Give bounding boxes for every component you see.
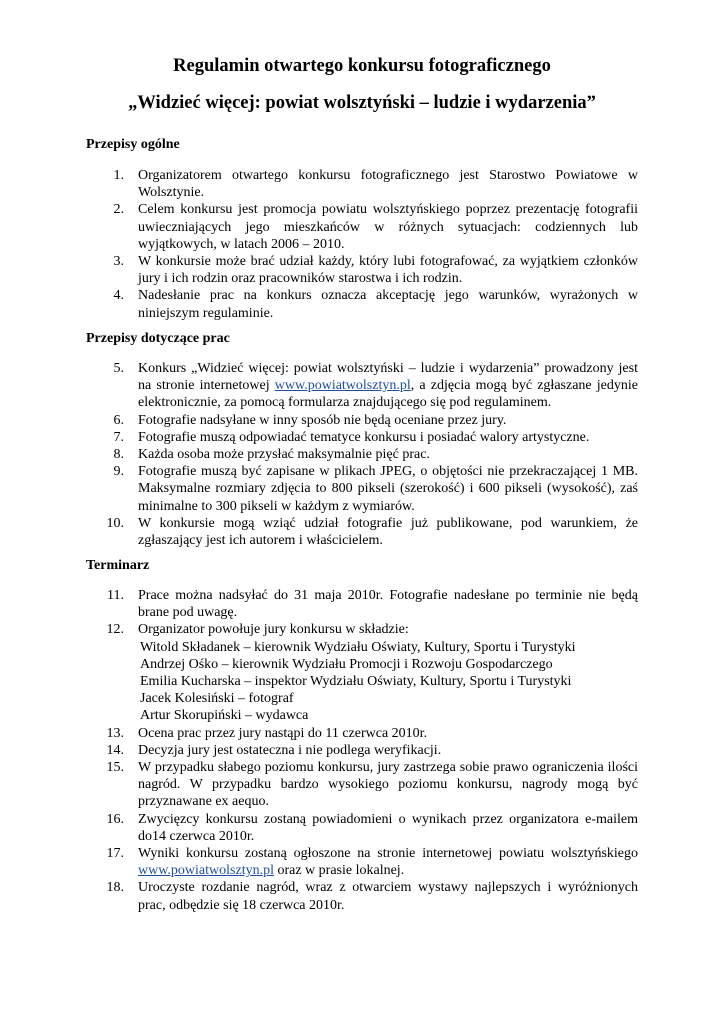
- item-number: 15.: [106, 760, 124, 776]
- item-text: Fotografie muszą być zapisane w plikach JPEG, o objętości nie przekraczającej 1 MB. Maksymalne rozmiary zdjęcia to 800 pikseli (szerokość) i 600 pikseli (wysokość), zaś minimalne to 300 pikseli w każdym z wymiarów.: [138, 464, 638, 514]
- item-number: 13.: [106, 725, 124, 741]
- item-number: 4.: [113, 288, 124, 304]
- item-text: Fotografie nadsyłane w inny sposób nie będą oceniane przez jury.: [138, 412, 507, 428]
- list-item: [86, 360, 638, 412]
- rules-list-works: [86, 360, 638, 549]
- item-text: Uroczyste rozdanie nagród, wraz z otwarciem wystawy najlepszych i wyróżnionych prac, odbędzie się 18 czerwca 2010r.: [138, 880, 638, 913]
- item-number: 2.: [113, 202, 124, 218]
- item-text: Fotografie muszą odpowiadać tematyce konkursu i posiadać walory artystyczne.: [138, 429, 590, 445]
- jury-member: Artur Skorupiński – wydawca: [140, 708, 309, 724]
- item-text: W konkursie mogą wziąć udział fotografie już publikowane, pod warunkiem, że zgłaszający jest ich autorem i właścicielem.: [138, 515, 638, 549]
- list-item: [86, 201, 638, 253]
- rules-list-general: [86, 167, 638, 322]
- jury-member: Witold Składanek – kierownik Wydziału Oświaty, Kultury, Sportu i Turystyki: [140, 639, 576, 655]
- jury-member: Jacek Kolesiński – fotograf: [140, 691, 294, 707]
- section-heading-schedule: Terminarz: [86, 558, 150, 573]
- list-item: [86, 621, 638, 724]
- list-item: [86, 463, 638, 515]
- item-number: 16.: [106, 811, 124, 827]
- list-item: [86, 811, 638, 845]
- list-item: [86, 742, 638, 759]
- item-text: Organizator powołuje jury konkursu w składzie:: [138, 622, 409, 638]
- list-item: [86, 167, 638, 201]
- item-text: [138, 360, 638, 412]
- item-text: Prace można nadsyłać do 31 maja 2010r. Fotografie nadesłane po terminie nie będą brane pod uwagę.: [138, 588, 638, 621]
- list-item: [86, 429, 638, 446]
- website-link[interactable]: www.powiatwolsztyn.pl: [138, 863, 274, 879]
- item-number: 5.: [113, 361, 124, 376]
- item-number: 11.: [107, 588, 124, 603]
- list-item: [86, 287, 638, 321]
- list-item: [86, 515, 638, 549]
- item-number: 18.: [106, 880, 124, 896]
- item-number: 1.: [113, 168, 124, 183]
- item-number: 6.: [113, 412, 124, 428]
- list-item: [86, 412, 638, 429]
- item-text-part: Konkurs „Widzieć więcej: powiat wolsztyński – ludzie i wydarzenia” prowadzony jest na stronie internetowej: [138, 361, 638, 394]
- section-heading-works: Przepisy dotyczące prac: [86, 331, 230, 346]
- item-text: Organizatorem otwartego konkursu fotograficznego jest Starostwo Powiatowe w Wolsztynie.: [138, 168, 638, 201]
- item-text: W konkursie może brać udział każdy, który lubi fotografować, za wyjątkiem członków jury i ich rodzin oraz pracowników starostwa i ich rodzin.: [138, 254, 638, 287]
- item-text: Nadesłanie prac na konkurs oznacza akceptację jego warunków, wyrażonych w niniejszym regulaminie.: [138, 288, 638, 321]
- item-number: 14.: [106, 742, 124, 758]
- rules-list-schedule: [86, 587, 638, 914]
- website-link[interactable]: www.powiatwolsztyn.pl: [274, 378, 411, 394]
- item-number: 17.: [106, 846, 124, 862]
- list-item: [86, 845, 638, 879]
- item-text: [138, 845, 638, 879]
- section-heading-general: Przepisy ogólne: [86, 137, 180, 152]
- item-text: Decyzja jury jest ostateczna i nie podlega weryfikacji.: [138, 742, 442, 758]
- item-text: Zwycięzcy konkursu zostaną powiadomieni o wynikach przez organizatora e-mailem do14 czerwca 2010r.: [138, 811, 638, 844]
- jury-member: Emilia Kucharska – inspektor Wydziału Oświaty, Kultury, Sportu i Turystyki: [140, 674, 572, 690]
- item-text: Każda osoba może przysłać maksymalnie pięć prac.: [138, 447, 430, 463]
- list-item: [86, 253, 638, 287]
- item-number: 7.: [113, 429, 124, 445]
- item-number: 9.: [113, 464, 124, 480]
- item-text: W przypadku słabego poziomu konkursu, jury zastrzega sobie prawo ograniczenia ilości nagród. W przypadku bardzo wysokiego poziomu konkursu, nagrody mogą być przyznawane ex aequo.: [138, 760, 638, 810]
- item-text: Celem konkursu jest promocja powiatu wolsztyńskiego poprzez prezentację fotografii uwieczniających jego mieszkańców w różnych sytuacjach: codziennych lub wyjątkowych, w latach 2006 – 2010.: [138, 202, 638, 252]
- document-title: Regulamin otwartego konkursu fotograficznego: [173, 56, 551, 76]
- item-number: 8.: [113, 447, 124, 463]
- item-number: 3.: [113, 254, 124, 270]
- list-item: [86, 879, 638, 913]
- list-item: [86, 446, 638, 463]
- list-item: [86, 587, 638, 621]
- item-text-part: oraz w prasie lokalnej.: [273, 863, 405, 879]
- list-item: [86, 759, 638, 811]
- item-number: 12.: [106, 622, 124, 638]
- jury-member: Andrzej Ośko – kierownik Wydziału Promocji i Rozwoju Gospodarczego: [140, 656, 553, 672]
- item-number: 10.: [106, 515, 124, 531]
- item-text-part: , a zdjęcia mogą być zgłaszane jedynie elektronicznie, za pomocą formularza znajdującego się pod regulaminem.: [138, 378, 638, 411]
- document-subtitle: „Widzieć więcej: powiat wolsztyński – ludzie i wydarzenia”: [128, 93, 596, 113]
- item-text: Ocena prac przez jury nastąpi do 11 czerwca 2010r.: [138, 725, 428, 741]
- item-text-part: Wyniki konkursu zostaną ogłoszone na stronie internetowej powiatu wolsztyńskiego: [138, 846, 638, 862]
- list-item: [86, 725, 638, 742]
